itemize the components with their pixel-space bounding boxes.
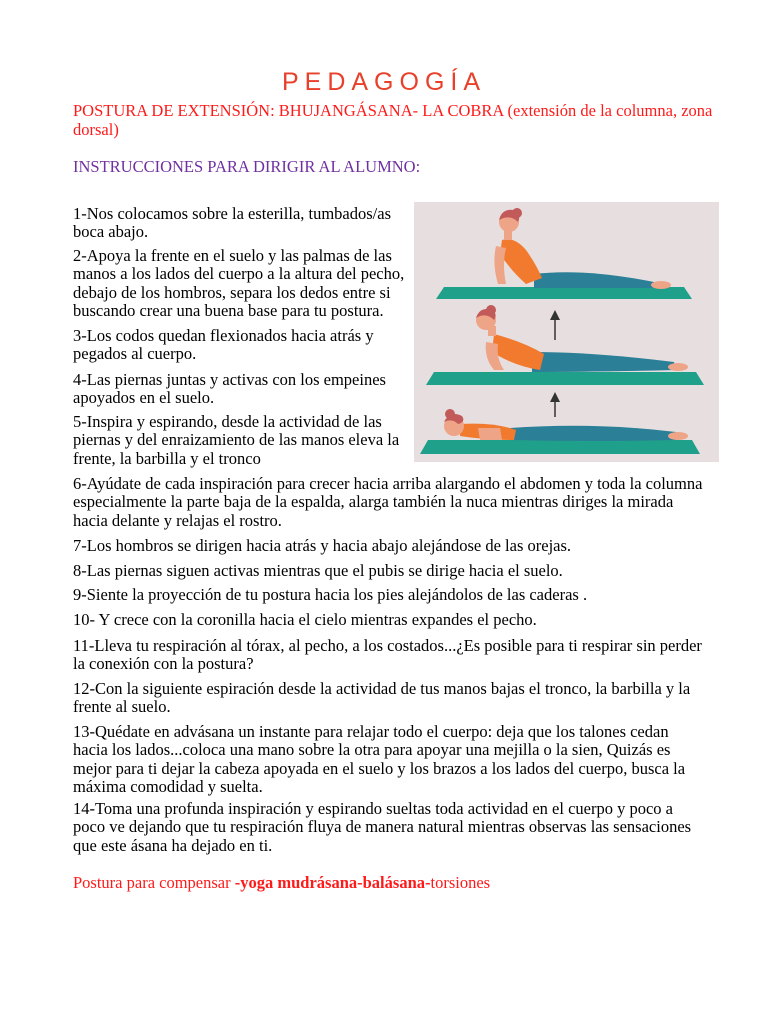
step-13: 13-Quédate en advásana un instante para relajar todo el cuerpo: deja que los talones cedan hacia los lados...coloca una mano sobre la otra para apoyar una mejilla o la sien, Quizás es mejor para ti dejar la cabeza apoyada en el suelo y los brazos a los lados del cuerpo, busca la máxima comodidad y suelta. [73,722,686,796]
step-6: 6-Ayúdate de cada inspiración para crecer hacia arriba alargando el abdomen y toda la columna especialmente la parte baja de la espalda, alarga también la nuca mientras diriges la mirada hacia delante y relajas el rostro. [73,474,703,530]
arrow-up-icon [550,392,560,417]
step-14: 14-Toma una profunda inspiración y espirando sueltas toda actividad en el cuerpo y poco a poco ve dejando que tu respiración fluya de manera natural mientras observas las sensaciones que este ásana ha dejado en ti. [73,799,692,855]
step-7: 7-Los hombros se dirigen hacia atrás y hacia abajo alejándose de las orejas. [73,536,572,555]
compensation-prefix: Postura para compensar [73,873,235,892]
page-title: PEDAGOGÍA [281,68,487,96]
compensation-poses: -yoga mudrásana-balásana- [234,873,431,892]
pose-subtitle: POSTURA DE EXTENSIÓN: BHUJANGÁSANA- LA COBRA (extensión de la columna, zona dorsal) [73,101,713,139]
figure-full-cobra [436,208,692,299]
step-8: 8-Las piernas siguen activas mientras que el pubis se dirige hacia el suelo. [73,561,563,580]
cobra-pose-sequence-illustration [414,202,719,462]
cobra-pose-illustration [414,202,719,462]
step-10: 10- Y crece con la coronilla hacia el cielo mientras expandes el pecho. [73,610,537,629]
step-9: 9-Siente la proyección de tu postura hacia los pies alejándolos de las caderas . [73,585,588,604]
arrow-up-icon [550,310,560,340]
step-2: 2-Apoya la frente en el suelo y las palmas de las manos a los lados del cuerpo a la altura del pecho, debajo de los hombros, separa los dedos entre si buscando crear una buena base para tu postura. [73,246,405,320]
step-12: 12-Con la siguiente espiración desde la actividad de tus manos bajas el tronco, la barbilla y la frente al suelo. [73,679,691,717]
step-3: 3-Los codos quedan flexionados hacia atrás y pegados al cuerpo. [73,326,374,364]
figure-mid-cobra [426,305,704,385]
compensation-suffix: torsiones [430,873,491,892]
step-4: 4-Las piernas juntas y activas con los empeines apoyados en el suelo. [73,370,386,408]
step-5: 5-Inspira y espirando, desde la actividad de las piernas y del enraizamiento de las manos eleva la frente, la barbilla y el tronco [73,412,400,468]
step-11: 11-Lleva tu respiración al tórax, al pecho, a los costados...¿Es posible para ti respirar sin perder la conexión con la postura? [73,636,702,674]
figure-prone [420,409,700,454]
instructions-heading: INSTRUCCIONES PARA DIRIGIR AL ALUMNO: [73,157,421,176]
compensation-note [73,873,490,893]
step-1: 1-Nos colocamos sobre la esterilla, tumbados/as boca abajo. [73,204,392,242]
